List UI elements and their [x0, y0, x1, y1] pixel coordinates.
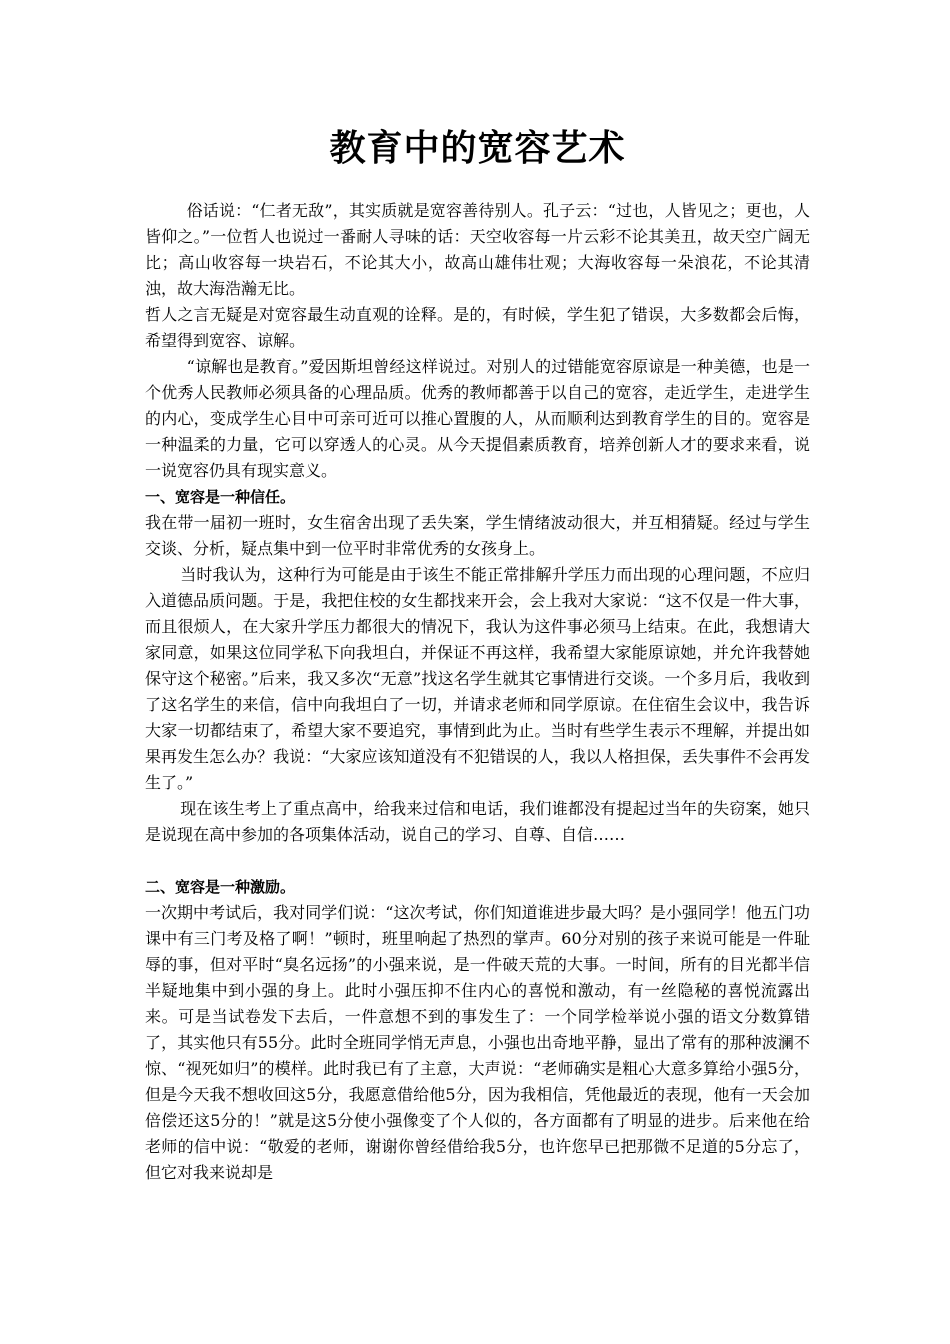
intro-paragraph-1: 俗话说：“仁者无敌”，其实质就是宽容善待别人。孔子云：“过也，人皆见之；更也，人皆仰之。”一位哲人也说过一番耐人寻味的话：天空收容每一片云彩不论其美丑，故天空广阔无比；高山收容每一块岩石，不论其大小，故高山雄伟壮观；大海收容每一朵浪花，不论其清浊，故大海浩瀚无比。 — [145, 201, 810, 298]
section-2-heading: 二、宽容是一种激励。 — [145, 878, 296, 896]
intro-paragraph-3: “谅解也是教育。”爱因斯坦曾经这样说过。对别人的过错能宽容原谅是一种美德，也是一个优秀人民教师必须具备的心理品质。优秀的教师都善于以自己的宽容，走近学生，走进学生的内心，变成学生心目中可亲可近可以推心置腹的人，从而顺利达到教育学生的目的。宽容是一种温柔的力量，它可以穿透人的心灵。从今天提倡素质教育，培养创新人才的要求来看，说一说宽容仍具有现实意义。 — [145, 357, 810, 480]
section-2-paragraph-1: 一次期中考试后，我对同学们说：“这次考试，你们知道谁进步最大吗？是小强同学！他五门功课中有三门考及格了啊！”顿时，班里响起了热烈的掌声。60分对别的孩子来说可能是一件耻辱的事，但对平时“臭名远扬”的小强来说，是一件破天荒的大事。一时间，所有的目光都半信半疑地集中到小强的身上。此时小强压抑不住内心的喜悦和激动，有一丝隐秘的喜悦流露出来。可是当试卷发下去后，一件意想不到的事发生了：一个同学检举说小强的语文分数算错了，其实他只有55分。此时全班同学悄无声息，小强也出奇地平静，显出了常有的那种波澜不惊、“视死如归”的模样。此时我已有了主意，大声说：“老师确实是粗心大意多算给小强5分，但是今天我不想收回这5分，我愿意借给他5分，因为我相信，凭他最近的表现，他有一天会加倍偿还这5分的！”就是这5分使小强像变了个人似的，各方面都有了明显的进步。后来他在给老师的信中说：“敬爱的老师，谢谢你曾经借给我5分，也许您早已把那微不足道的5分忘了，但它对我来说却是 — [145, 903, 810, 1182]
document-page — [145, 124, 810, 1186]
section-1-heading: 一、宽容是一种信任。 — [145, 488, 296, 506]
section-1-paragraph-1: 我在带一届初一班时，女生宿舍出现了丢失案，学生情绪波动很大，并互相猜疑。经过与学生交谈、分析，疑点集中到一位平时非常优秀的女孩身上。 — [145, 513, 810, 558]
section-1-paragraph-2: 当时我认为，这种行为可能是由于该生不能正常排解升学压力而出现的心理问题，不应归入道德品质问题。于是，我把住校的女生都找来开会，会上我对大家说：“这不仅是一件大事，而且很烦人，在大家升学压力都很大的情况下，我认为这件事必须马上结束。在此，我想请大家同意，如果这位同学私下向我坦白，并保证不再这样，我希望大家能原谅她，并允许我替她保守这个秘密。”后来，我又多次“无意”找这名学生就其它事情进行交谈。一个多月后，我收到了这名学生的来信，信中向我坦白了一切，并请求老师和同学原谅。在住宿生会议中，我告诉大家一切都结束了，希望大家不要追究，事情到此为止。当时有些学生表示不理解，并提出如果再发生怎么办？我说：“大家应该知道没有不犯错误的人，我以人格担保，丢失事件不会再发生了。” — [145, 565, 810, 792]
paragraph-spacer — [145, 848, 810, 874]
document-title: 教育中的宽容艺术 — [329, 128, 626, 169]
section-1-paragraph-3: 现在该生考上了重点高中，给我来过信和电话，我们谁都没有提起过当年的失窃案，她只是说现在高中参加的各项集体活动，说自己的学习、自尊、自信…… — [145, 799, 810, 844]
intro-paragraph-2: 哲人之言无疑是对宽容最生动直观的诠释。是的，有时候，学生犯了错误，大多数都会后悔，希望得到宽容、谅解。 — [145, 305, 810, 350]
